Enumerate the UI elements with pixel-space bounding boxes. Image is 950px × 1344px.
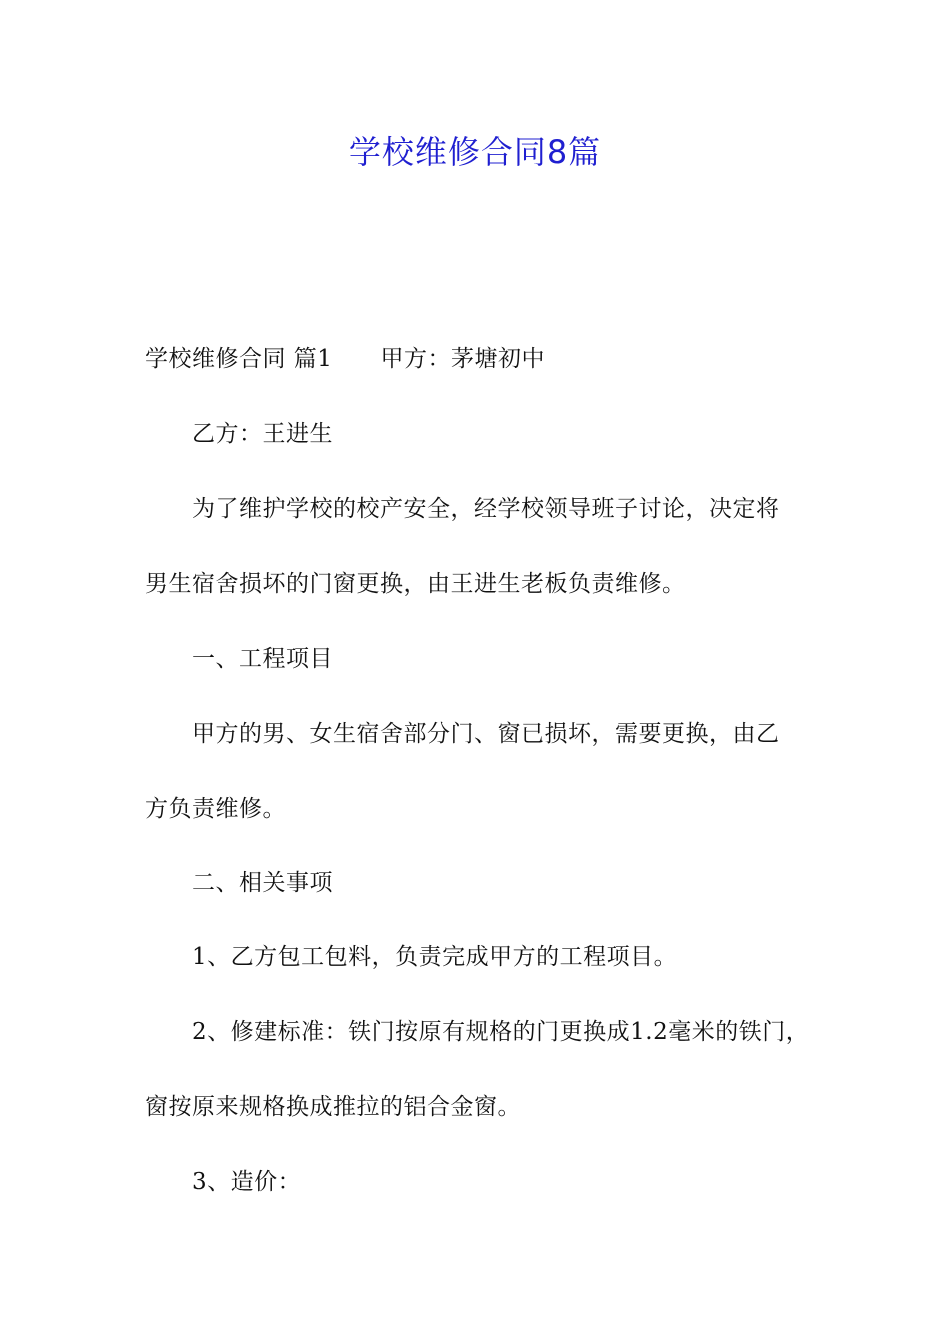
section-label: 学校维修合同 篇1 <box>145 346 333 372</box>
paragraph-line: 为了维护学校的校产安全，经学校领导班子讨论，决定将 <box>192 496 780 522</box>
paragraph-line: 方负责维修。 <box>145 796 286 822</box>
paragraph-line: 男生宿舍损坏的门窗更换，由王进生老板负责维修。 <box>145 571 686 597</box>
paragraph-line: 甲方的男、女生宿舍部分门、窗已损坏，需要更换，由乙 <box>192 721 780 747</box>
list-item: 2、修建标准：铁门按原有规格的门更换成1.2毫米的铁门， <box>192 1019 810 1045</box>
section-heading-matters: 二、相关事项 <box>192 870 333 896</box>
section-heading-project: 一、工程项目 <box>192 646 333 672</box>
document-title: 学校维修合同8篇 <box>348 133 602 171</box>
list-item: 1、乙方包工包料，负责完成甲方的工程项目。 <box>192 944 678 970</box>
paragraph-line: 窗按原来规格换成推拉的铝合金窗。 <box>145 1094 521 1120</box>
party-b-line: 乙方：王进生 <box>192 421 333 447</box>
section-heading-line <box>145 342 545 376</box>
list-item: 3、造价： <box>192 1169 302 1195</box>
party-a-text: 甲方：茅塘初中 <box>380 346 545 372</box>
